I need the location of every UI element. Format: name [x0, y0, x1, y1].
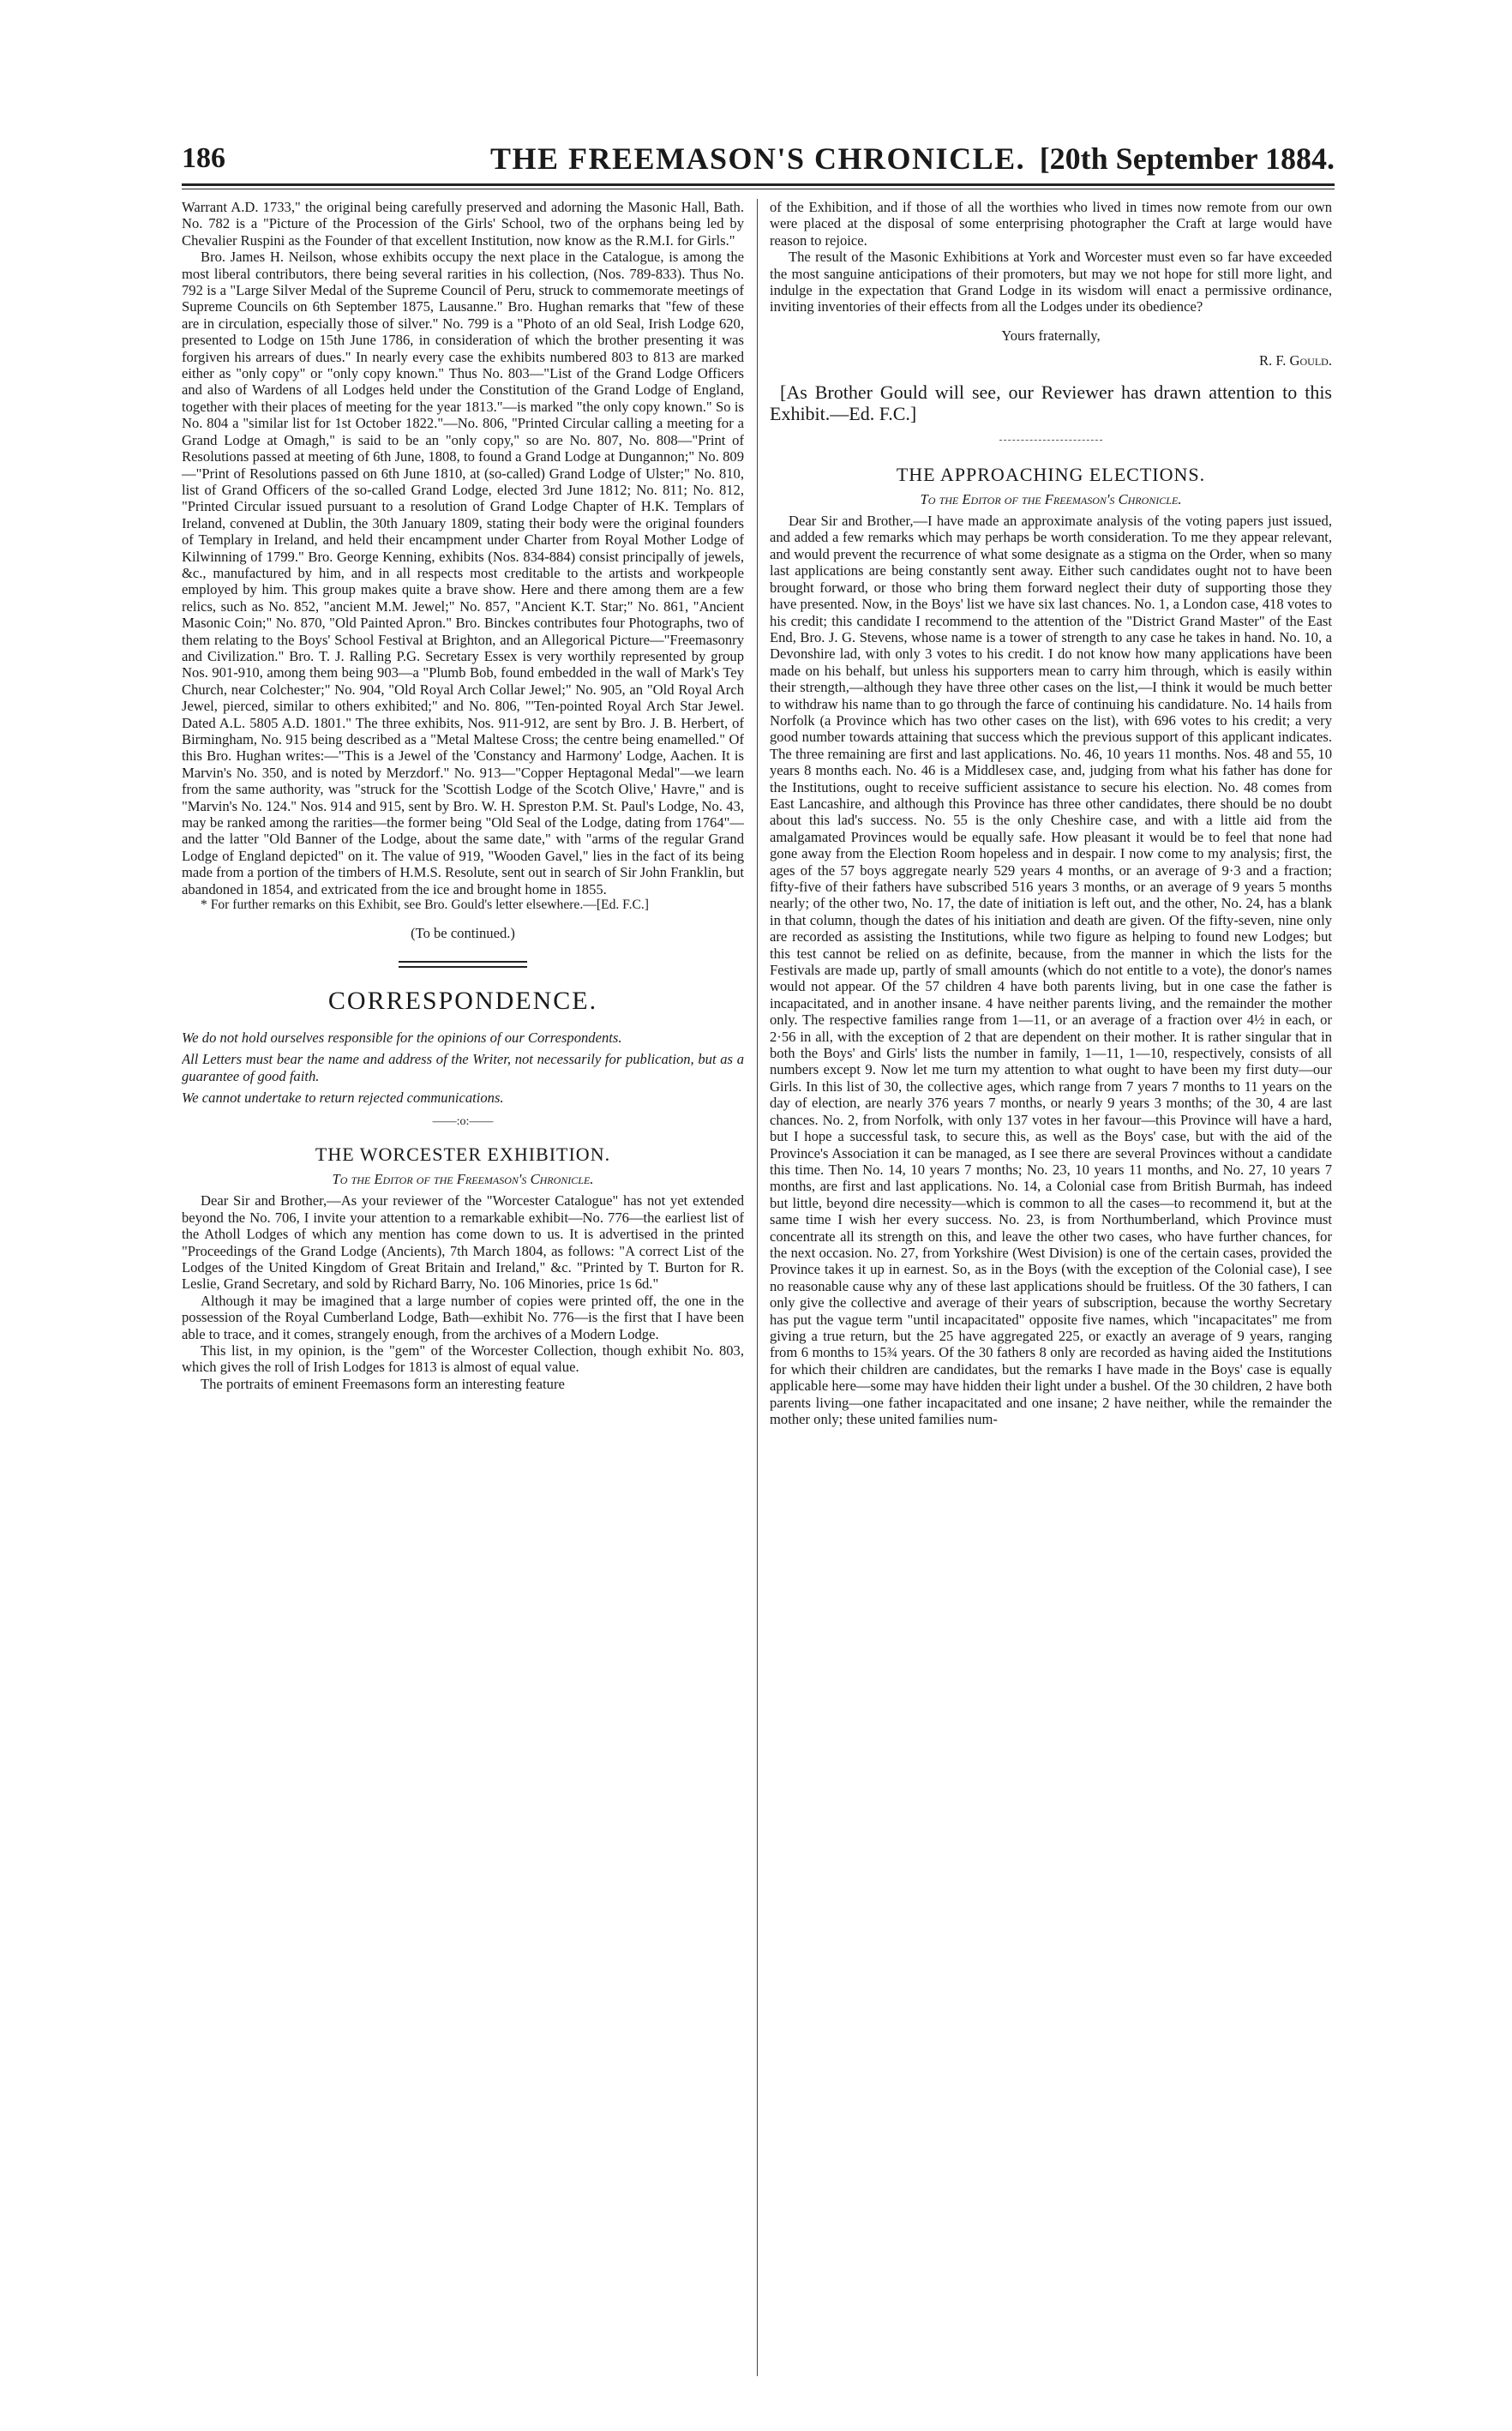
- section-divider: [399, 961, 527, 968]
- paragraph: Although it may be imagined that a large number of copies were printed off, the one in the possession of the Royal Cumberland Lodge, Bath—exhibit No. 776—is the first that I have been able to trace, and it comes, strangely enough, from the archives of a Modern Lodge.: [182, 1292, 744, 1342]
- paragraph: The portraits of eminent Freemasons form an interesting feature: [201, 1375, 565, 1392]
- right-column: [770, 199, 1332, 2385]
- ornament-separator: ——:o:——: [432, 1114, 494, 1128]
- addressee: To the Editor of the Freemason's Chronicle.: [332, 1170, 594, 1187]
- footnote: * For further remarks on this Exhibit, see Bro. Gould's letter elsewhere.—[Ed. F.C.]: [201, 897, 649, 913]
- paragraph: Dear Sir and Brother,—As your reviewer of the "Worcester Catalogue" has not yet extended beyond the No. 706, I invite your attention to a remarkable exhibit—No. 776—the earliest list of the Atholl Lodges of which any mention has come down to us. It is advertised in the printed "Proceedings of the Grand Lodge (Ancients), 7th March 1804, as follows: "A correct List of the Lodges of the United Kingdom of Great Britain and Ireland," &c. "Printed by T. Burton for R. Leslie, Grand Secretary, and sold by Richard Barry, No. 106 Minories, price 1s 6d.": [182, 1192, 744, 1293]
- page-number: 186: [182, 142, 225, 174]
- section-divider: [999, 440, 1102, 441]
- column-divider: [757, 199, 758, 2376]
- worcester-heading: THE WORCESTER EXHIBITION.: [315, 1143, 611, 1165]
- disclaimer: We do not hold ourselves responsible for the opinions of our Correspondents.: [182, 1029, 622, 1046]
- disclaimer: All Letters must bear the name and address of the Writer, not necessarily for publication, but as a guarantee of good faith.: [182, 1051, 744, 1084]
- correspondence-heading: CORRESPONDENCE.: [327, 986, 598, 1015]
- addressee: To the Editor of the Freemason's Chronicle.: [920, 490, 1182, 507]
- paragraph: The result of the Masonic Exhibitions at York and Worcester must even so far have exceeded the most sanguine anticipations of their promoters, but may we not hope for still more light, and indulge in the expectation that Grand Lodge in its wisdom will enact a permissive ordinance, inviting inventories of their effects from all the Lodges under its obedience?: [770, 249, 1332, 315]
- disclaimer: We cannot undertake to return rejected communications.: [182, 1089, 504, 1107]
- left-column: [182, 199, 744, 2385]
- paragraph: Dear Sir and Brother,—I have made an approximate analysis of the voting papers just issued, and added a few remarks which may perhaps be worth consideration. To me they appear relevant, and would prevent the recurrence of what some designate as a stigma on the Order, when so many last applications are being constantly sent away. Either such candidates ought not to have been brought forward, or those who bring them forward neglect their duty of supporting those they have presented. Now, in the Boys' list we have six last chances. No. 1, a London case, 418 votes to his credit; this candidate I recommend to the attention of the "District Grand Master" of the East End, Bro. J. G. Stevens, whose name is a tower of strength to any case he takes in hand. No. 10, a Devonshire lad, with only 3 votes to his credit. I do not know how many applications have been made on his behalf, but unless his supporters mean to carry him through, which is easily within their strength,—although they have three other cases on the list,—I think it would be much better to withdraw his name than to go through the farce of continuing his candidature. No. 14 hails from Norfolk (a Province which has two other cases on the list), with 696 votes to his credit; a very good number towards attaining that success which the previous support of this applicant indicates. The three remaining are first and last applications. No. 46, 10 years 11 months. Nos. 48 and 55, 10 years 8 months each. No. 46 is a Middlesex case, and, judging from what his father has done for the Institutions, ought to receive sufficient assistance to secure his election. No. 48 comes from East Lancashire, and although this Province has three other candidates, there should be no doubt about this lad's success. No. 55 is the only Cheshire case, and with a little aid from the amalgamated Provinces would be equally safe. How pleasant it would be to feel that none had gone away from the Election Room hopeless and in despair. I now come to my analysis; first, the ages of the 57 boys aggregate nearly 529 years 4 months, or an average of 9·3 and a fraction; fifty-five of their fathers have subscribed 516 years 3 months, or an average of 9 years 5 months nearly; of the other two, No. 17, the date of initiation is left out, and the other, No. 24, has a blank in that column, though the dates of his initiation and death are given. Of the fifty-seven, nine only are recorded as assisting the Institutions, while two figure as helping to found new Lodges; but this test cannot be relied on as definite, because, from the manner in which the lists for the Festivals are made up, partly of small amounts (which do not entitle to a vote), the donor's names would not appear. Of the 57 children 4 have both parents living, but in one case the father is incapacitated, and in another insane. 4 have neither parents living, and the remainder the mother only. The respective families range from 1—11, or an average of a fraction over 4½ in each, or 2·56 in all, with the exception of 2 that are dependent on their mother. It is rather singular that in both the Boys' and Girls' lists the number in family, 1—11, 1—10, respectively, consists of all numbers except 9. Now let me turn my attention to what ought to have been my first duty—our Girls. In this list of 30, the collective ages, which range from 7 years 7 months to 11 years on the day of election, are nearly 376 years 7 months, or nearly 9 years 3 months; of the 30, 4 are last chances. No. 2, from Norfolk, with only 137 votes in her favour—this Province will have a hard, but I hope a successful task, to secure this, as well as the Boys' case, but with the aid of the Province's Association it can be managed, as I see there are several Provinces without a candidate this time. Then No. 14, 10 years 7 months; No. 23, 10 years 11 months, and No. 27, 10 years 7 months, are first and last applications. No. 14, a Colonial case from British Burmah, has indeed but little, beyond dire necessity—which is common to all the cases—to recommend it, but at the same time I wish her every success. No. 23, is from Northumberland, which Province must concentrate all its strength on this, and leave the other two cases, who have further chances, for the next occasion. No. 27, from Yorkshire (West Division) is one of the certain cases, provided the Province takes it up in earnest. So, as in the Boys (with the exception of the Colonial case), I see no reasonable cause why any of these last applications should be fruitless. Of the 30 fathers, I can only give the collective and average of their years of subscription, because the worthy Secretary has put the vague term "until incapacitated" opposite five names, which "incapacitates" me from giving a true return, but the 25 have aggregated 225, or exactly an average of 9 years, ranging from 6 months to 15¾ years. Of the 30 fathers 8 only are recorded as having aided the Institutions for which their children are candidates, but the remarks I have made in the Boys' case is equally applicable here—some may have hidden their light under a bushel. Of the 30 children, 2 have both parents living—one father incapacitated and one insane; 2 have neither, while the remainder the mother only; these united families num-: [770, 513, 1332, 1427]
- paragraph: Warrant A.D. 1733," the original being carefully preserved and adorning the Masonic Hall, Bath. No. 782 is a "Picture of the Procession of the Girls' School, two of the orphans being led by Chevalier Ruspini as the Founder of that excellent Institution, now know as the R.M.I. for Girls.": [182, 199, 744, 249]
- elections-heading: THE APPROACHING ELECTIONS.: [896, 463, 1206, 485]
- issue-date: [20th September 1884.: [1039, 141, 1335, 176]
- signature: R. F. Gould.: [1258, 352, 1332, 369]
- paragraph: Bro. James H. Neilson, whose exhibits occupy the next place in the Catalogue, is among the most liberal contributors, there being several rarities in his collection, (Nos. 789-833). Thus No. 792 is a "Large Silver Medal of the Supreme Council of Peru, struck to commemorate meetings of Supreme Councils on 6th September 1875, Lausanne." Bro. Hughan remarks that "few of these are in circulation, especially those of silver." No. 799 is a "Photo of an old Seal, Irish Lodge 620, presented to Lodge on 15th June 1786, in consideration of which the brother presenting it was forgiven his arrears of dues." In nearly every case the exhibits numbered 803 to 813 are marked either as "only copy" or "only copy known." Thus No. 803—"List of the Grand Lodge Officers and also of Wardens of all Lodges held under the Constitution of the Grand Lodge of England, together with their places of meeting for the year 1813."—is marked "the only copy known." So is No. 804 a "similar list for 1st October 1822."—No. 806, "Printed Circular calling a meeting for a Grand Lodge at Omagh," is said to be an "only copy," so are No. 807, No. 808—"Print of Resolutions passed at meeting of 6th June, 1808, to found a Grand Lodge at Dungannon;" No. 809—"Print of Resolutions passed on 6th June 1810, at (so-called) Grand Lodge of Ulster;" No. 810, list of Grand Officers of the so-called Grand Lodge, elected 3rd June 1812; No. 811; No. 812, "Printed Circular issued pursuant to a resolution of Grand Lodge Chapter of H.K. Templars of Ireland, convened at Dublin, the 30th January 1809, stating their body were the original founders of Templary in Ireland, and held their encampment under Charter from Royal Mother Lodge of Kilwinning of 1799." Bro. George Kenning, exhibits (Nos. 834-884) consist principally of jewels, &c., manufactured by him, and in all respects most creditable to the artists and workpeople employed by him. This group makes quite a brave show. Here and there among them are a few relics, such as No. 852, "ancient M.M. Jewel;" No. 857, "Ancient K.T. Star;" No. 861, "Ancient Masonic Coin;" No. 870, "Old Painted Apron." Bro. Binckes contributes four Photographs, two of them relating to the Boys' School Festival at Brighton, and an Allegorical Picture—"Freemasonry and Civilization." Bro. T. J. Ralling P.G. Secretary Essex is very worthily represented by group Nos. 901-910, among them being 903—a "Plumb Bob, found embedded in the wall of Mark's Tey Church, near Colchester;" No. 904, "Old Royal Arch Collar Jewel;" No. 905, an "Old Royal Arch Jewel, pierced, similar to others exhibited;" and No. 806, "'Ten-pointed Royal Arch Star Jewel. Dated A.L. 5805 A.D. 1801." The three exhibits, Nos. 911-912, are sent by Bro. J. B. Herbert, of Birmingham, No. 915 being described as a "Metal Maltese Cross; the centre being enamelled." Of this Bro. Hughan writes:—"This is a Jewel of the 'Constancy and Harmony' Lodge, Aachen. It is Marvin's No. 350, and is noted by Merzdorf." No. 913—"Copper Heptagonal Medal"—we learn from the same authority, was "struck for the 'Scottish Lodge of the Scotch Olive,' Havre," and is "Marvin's No. 124." Nos. 914 and 915, sent by Bro. W. H. Spreston P.M. St. Paul's Lodge, No. 43, may be ranked among the rarities—the former being "Old Seal of the Lodge, dating from 1764"—and the latter "Old Banner of the Lodge, about the same date," with "arms of the regular Grand Lodge of England depicted" on it. The value of 919, "Wooden Gavel," lies in the fact of its being made from a portion of the timbers of H.M.S. Resolute, sent out in search of Sir John Franklin, but abandoned in 1854, and extricated from the ice and brought home in 1855.: [182, 249, 744, 897]
- masthead: [182, 135, 1335, 182]
- paper-title: THE FREEMASON'S CHRONICLE.: [490, 141, 1026, 176]
- paragraph: of the Exhibition, and if those of all the worthies who lived in times now remote from our own were placed at the disposal of some enterprising photographer the Craft at large would have reason to rejoice.: [770, 199, 1332, 249]
- masthead-rule: [182, 183, 1335, 186]
- paragraph: This list, in my opinion, is the "gem" of the Worcester Collection, though exhibit No. 803, which gives the roll of Irish Lodges for 1813 is almost of equal value.: [182, 1342, 744, 1376]
- editor-note: [As Brother Gould will see, our Reviewer has drawn attention to this Exhibit.—Ed. F.C.]: [770, 381, 1332, 424]
- to-be-continued: (To be continued.): [411, 925, 515, 942]
- closing: Yours fraternally,: [1001, 327, 1101, 344]
